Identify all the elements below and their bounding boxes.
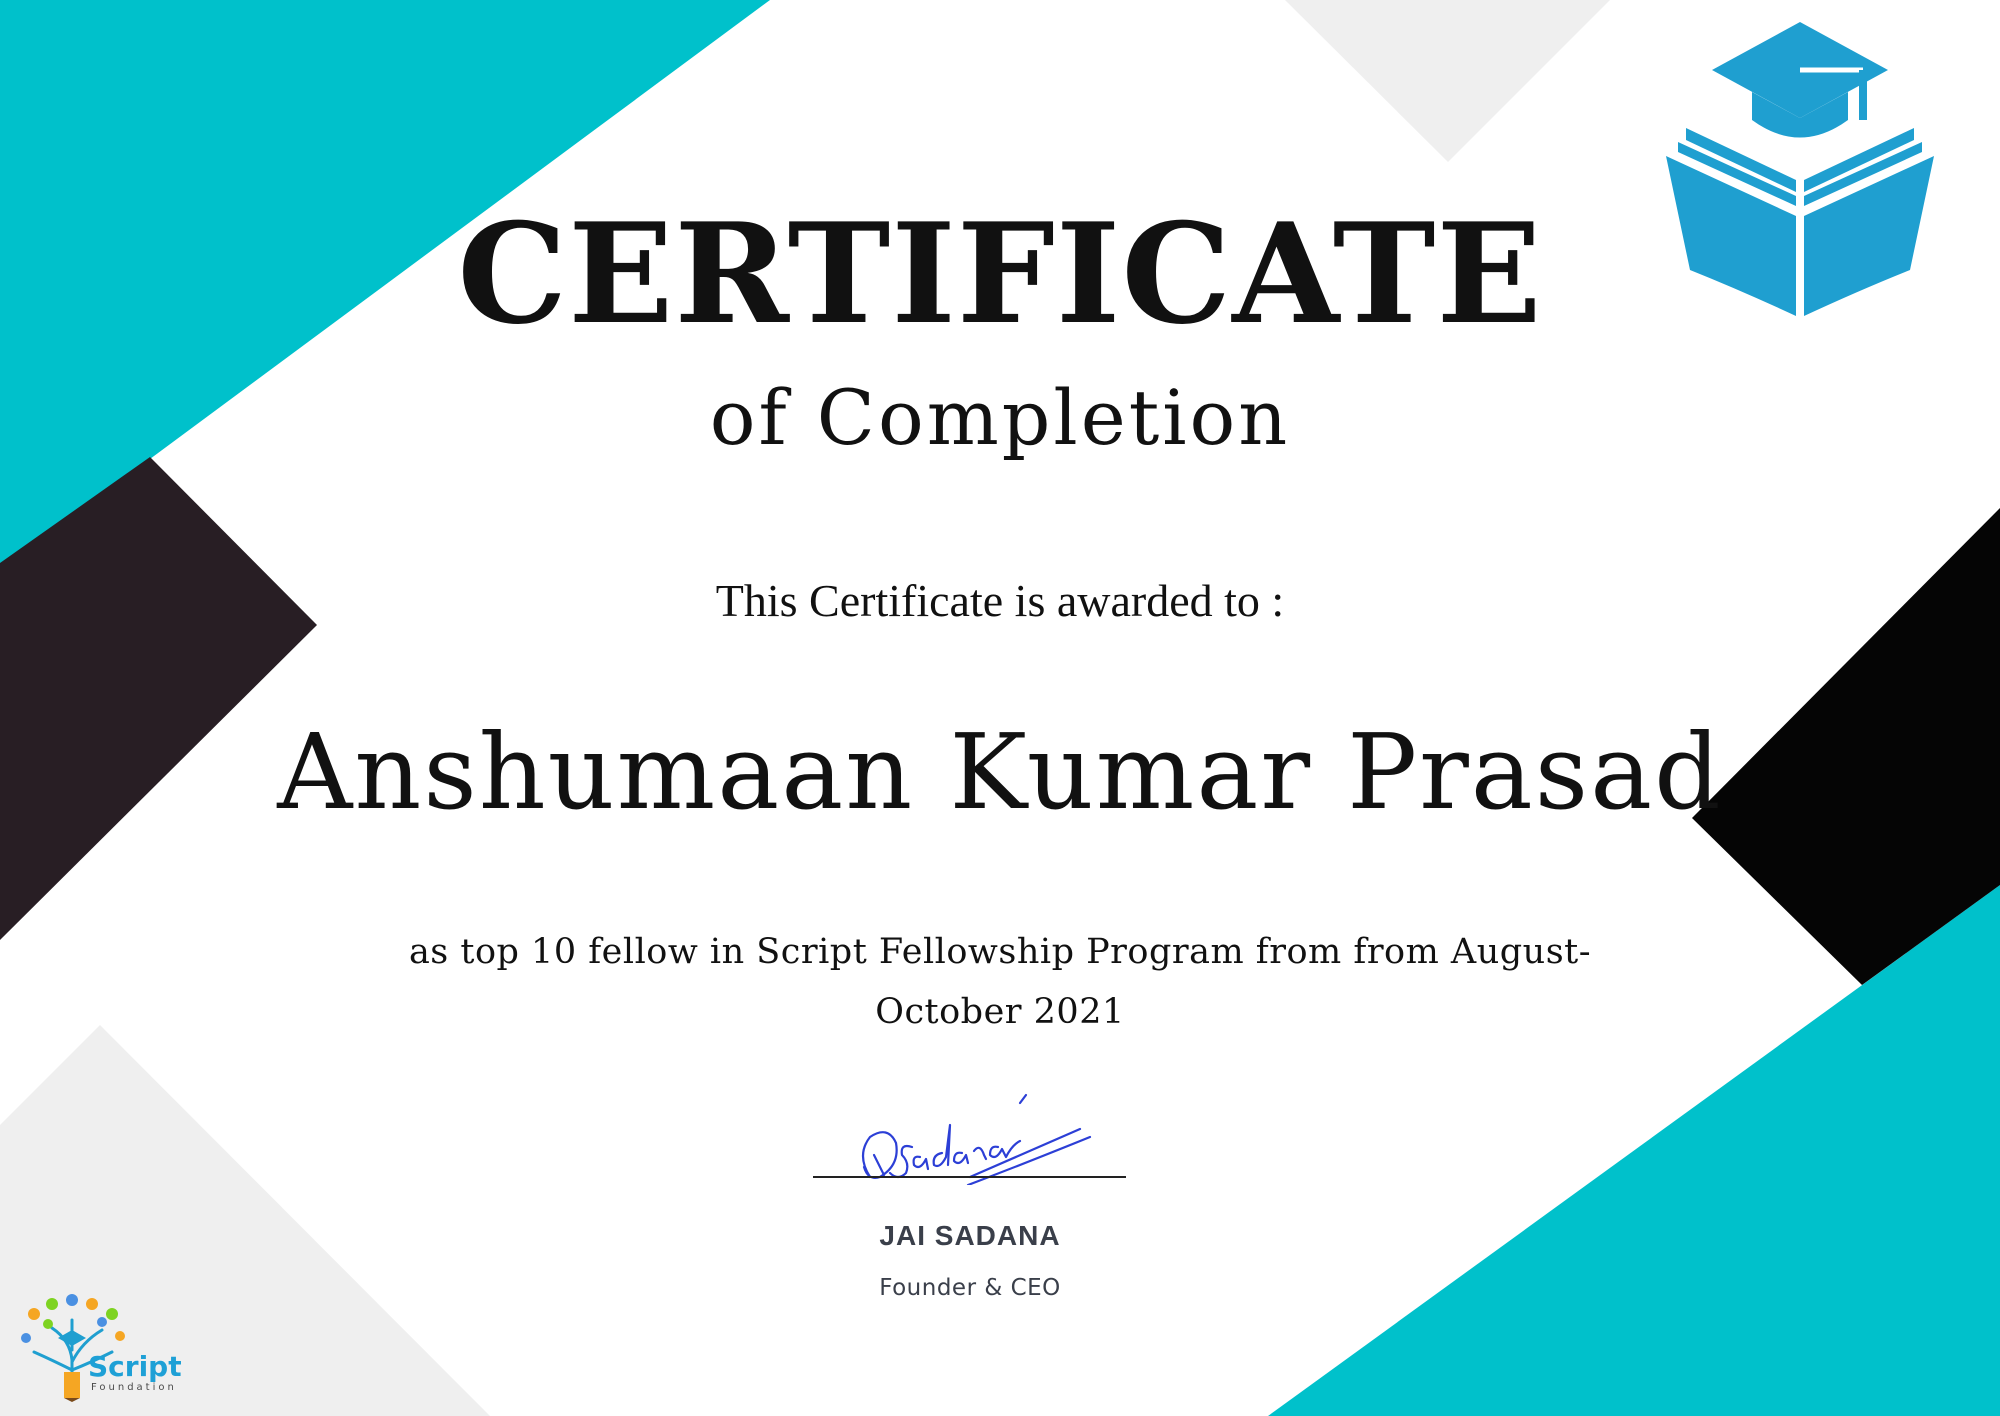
awarded-to-text: This Certificate is awarded to : <box>715 575 1285 626</box>
org-wordmark: Script <box>88 1350 182 1383</box>
signatory-title: Founder & CEO <box>879 1275 1061 1301</box>
award-reason: as top 10 fellow in Script Fellowship Program from from August-October 2021 <box>408 932 1592 1032</box>
certificate-title: CERTIFICATE <box>457 192 1543 355</box>
signature <box>850 1085 1130 1185</box>
gray-triangle-top <box>1285 0 1610 162</box>
certificate-subtitle: of Completion <box>709 373 1291 462</box>
dark-shape-left <box>0 457 317 940</box>
signatory-name: JAI SADANA <box>879 1220 1061 1251</box>
recipient-name: Anshumaan Kumar Prasad <box>277 711 1723 833</box>
org-subtitle: Foundation <box>91 1382 177 1393</box>
signature-line <box>813 1176 1126 1178</box>
